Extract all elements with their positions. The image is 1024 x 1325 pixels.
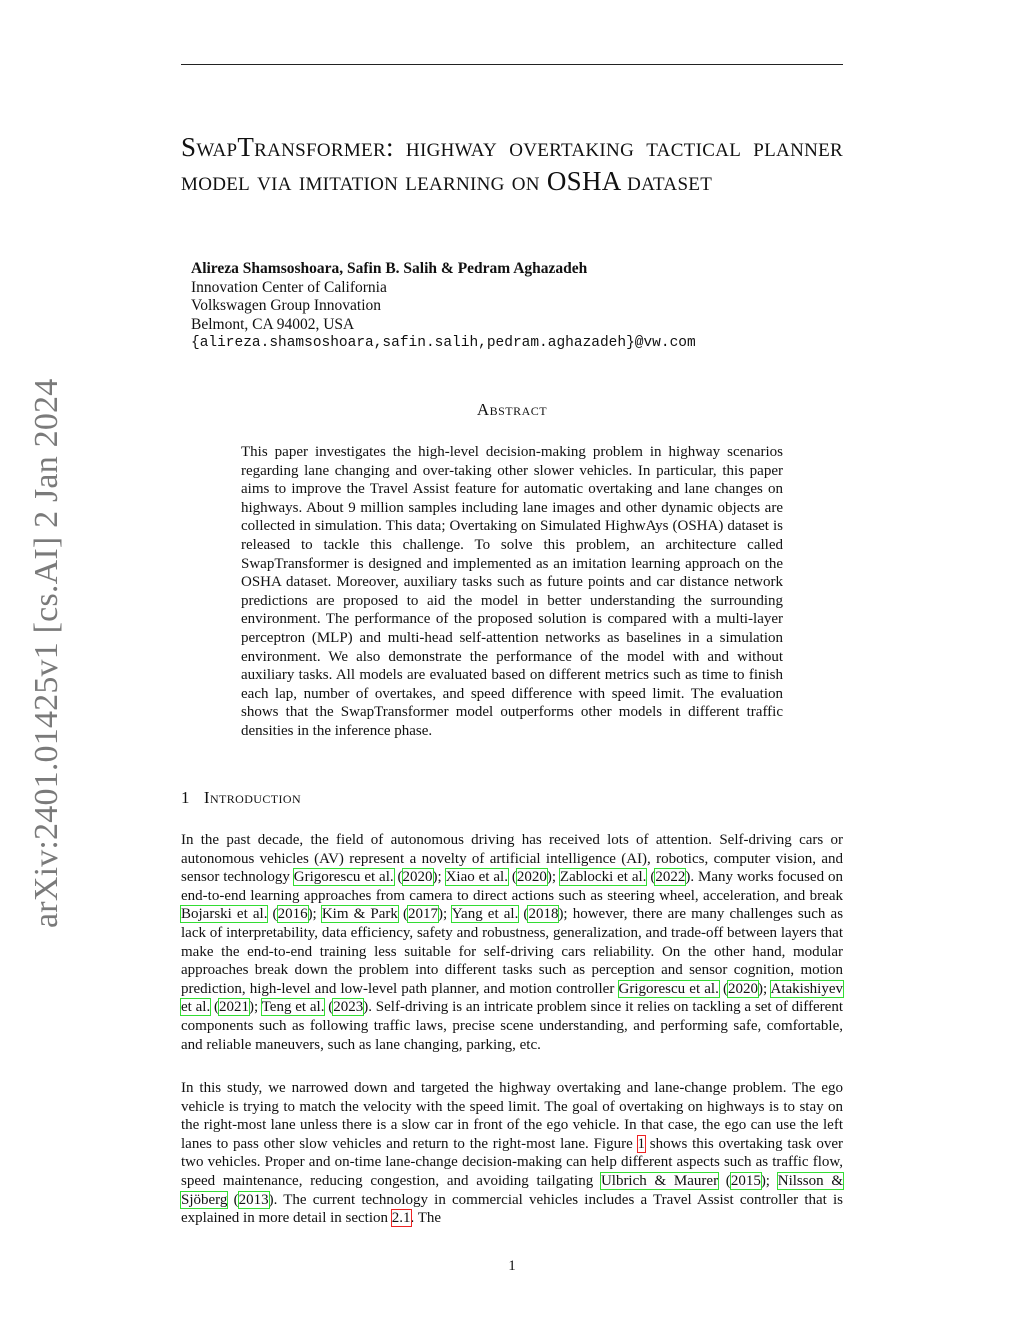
text-run: In the past decade, the field of autonomous driving has received lots of attention. Self-driving cars or autonomous vehicles (AV) represent a novelty of artificial intelligence (AI), robotics, computer vision, and sensor technology xyxy=(181,832,843,886)
citation-year-link[interactable]: 2018 xyxy=(528,906,559,923)
text-run: ( xyxy=(210,999,219,1016)
citation-link[interactable]: Yang et al. xyxy=(451,906,519,923)
affiliation-line: Innovation Center of California xyxy=(191,278,387,296)
arxiv-identifier[interactable]: arXiv:2401.01425v1 [cs.AI] 2 Jan 2024 xyxy=(28,378,65,928)
text-run: ). Self-driving is an intricate problem since it relies on tackling a set of different components such as following traffic laws, precise scene understanding, and performing safe, comfortable, and reliable maneuvers, such as lane changing, parking, etc. xyxy=(181,999,843,1053)
text-run: ( xyxy=(507,869,517,886)
abstract-body: This paper investigates the high-level decision-making problem in highway scenarios regarding lane changing and over-taking other slower vehicles. In particular, this paper aims to improve the Travel Assist feature for automatic overtaking and lane changes on highways. About 9 million samples including lane images and other dynamic objects are collected in simulation. This data; Overtaking on Simulated HighwAys (OSHA) dataset is released to tackle this challenge. To solve this problem, an architecture called SwapTransformer is designed and implemented as an imitation learning approach on the OSHA dataset. Moreover, auxiliary tasks such as future points and car distance network predictions are proposed to aid the model in better understanding the surrounding environment. The performance of the proposed solution is compared with a multi-layer perceptron (MLP) and multi-head self-attention networks as baselines in a simulation environment. We also demonstrate the performance of the model with and without auxiliary tasks. All models are evaluated based on different metrics such as time to finish each lap, number of overtakes, and speed difference with speed limit. The evaluation shows that the SwapTransformer model outperforms other models in different traffic densities in the inference phase. xyxy=(241,444,783,739)
section-heading-introduction xyxy=(181,788,301,808)
citation-link[interactable]: Nilsson & Sjöberg xyxy=(181,1172,843,1208)
text-run: ); xyxy=(546,869,560,886)
abstract-heading: Abstract xyxy=(476,400,548,419)
citation-year-link[interactable]: 2021 xyxy=(219,999,249,1016)
text-run: ( xyxy=(646,869,656,886)
citation-link[interactable]: Teng et al. xyxy=(261,999,325,1016)
text-run: . The xyxy=(410,1210,442,1227)
affiliation-line: Volkswagen Group Innovation xyxy=(191,297,381,315)
text-run: ); xyxy=(249,999,262,1016)
text-run: ). Many works focused on end-to-end learning approaches from camera to direct actions such as steering wheel, acceleration, and break xyxy=(181,869,843,904)
intro-paragraph-1 xyxy=(181,831,843,1054)
text-run: ); xyxy=(307,906,322,923)
text-run: ( xyxy=(393,869,403,886)
header-rule xyxy=(181,64,843,65)
citation-year-link[interactable]: 2013 xyxy=(238,1191,269,1208)
citation-year-link[interactable]: 2016 xyxy=(277,906,308,923)
text-run: ( xyxy=(397,906,408,923)
text-run: ); xyxy=(438,906,452,923)
citation-link[interactable]: Ulbrich & Maurer xyxy=(600,1172,719,1189)
citation-link[interactable]: Grigorescu et al. xyxy=(293,869,394,886)
citation-year-link[interactable]: 2023 xyxy=(333,999,364,1016)
citation-year-link[interactable]: 2017 xyxy=(408,906,438,923)
citation-link[interactable]: Xiao et al. xyxy=(445,869,508,886)
text-run: ); however, there are many challenges such as lack of interpretability, data efficiency, safety and robustness, generalization, and trade-off between layers that make the end-to-end training less suitable for self-driving cars reliability. On the other hand, modular approaches break down the problem into different tasks such as perception and sensor cognition, motion prediction, high-level and low-level path planner, and motion controller xyxy=(181,906,844,997)
citation-link[interactable]: Atakishiyev et al. xyxy=(181,980,844,1016)
text-run: ( xyxy=(267,906,278,923)
text-run: shows this overtaking task over two vehicles. Proper and on-time lane-change decision-making can help different aspects such as traffic flow, speed maintenance, reducing congestion, and avoiding tailgating xyxy=(181,1135,844,1189)
text-run: In this study, we narrowed down and targeted the highway overtaking and lane-change problem. The ego vehicle is trying to match the velocity with the speed limit. The goal of overtaking on highways is to stay on the right-most lane unless there is a slow car in front of the ego vehicle. In that case, the ego can use the left lanes to pass other slow vehicles and return to the right-most lane. Figure xyxy=(181,1080,843,1152)
section-title: Introduction xyxy=(203,788,302,807)
author-block xyxy=(191,260,696,353)
citation-link[interactable]: Bojarski et al. xyxy=(181,906,268,923)
text-run: ); xyxy=(758,980,771,997)
figure-ref-link[interactable]: 1 xyxy=(637,1135,646,1152)
text-run: ( xyxy=(518,906,529,923)
text-run: ( xyxy=(227,1191,239,1208)
section-ref-link[interactable]: 2.1 xyxy=(391,1210,411,1227)
citation-year-link[interactable]: 2022 xyxy=(655,869,686,886)
text-run: ( xyxy=(324,999,334,1016)
address-line: Belmont, CA 94002, USA xyxy=(191,315,355,333)
citation-link[interactable]: Zablocki et al. xyxy=(559,869,647,886)
citation-year-link[interactable]: 2015 xyxy=(730,1172,761,1189)
section-number: 1 xyxy=(181,788,190,807)
text-run: ); xyxy=(432,869,446,886)
text-run: ); xyxy=(760,1172,778,1189)
text-run: ( xyxy=(718,1172,731,1189)
intro-paragraph-2 xyxy=(181,1079,843,1228)
text-run: ( xyxy=(718,980,729,997)
citation-link[interactable]: Grigorescu et al. xyxy=(618,980,719,997)
page-number: 1 xyxy=(508,1258,516,1274)
author-emails[interactable]: {alireza.shamsoshoara,safin.salih,pedram.aghazadeh}@vw.com xyxy=(191,335,696,352)
citation-year-link[interactable]: 2020 xyxy=(402,869,433,886)
citation-year-link[interactable]: 2020 xyxy=(728,980,759,997)
citation-year-link[interactable]: 2020 xyxy=(516,869,547,886)
citation-link[interactable]: Kim & Park xyxy=(321,906,398,923)
paper-title: SwapTransformer: highway overtaking tactical planner model via imitation learning on OSHA dataset xyxy=(181,132,843,196)
author-names: Alireza Shamsoshoara, Safin B. Salih & Pedram Aghazadeh xyxy=(191,260,588,277)
text-run: ). The current technology in commercial vehicles includes a Travel Assist controller that is explained in more detail in section xyxy=(181,1191,843,1227)
